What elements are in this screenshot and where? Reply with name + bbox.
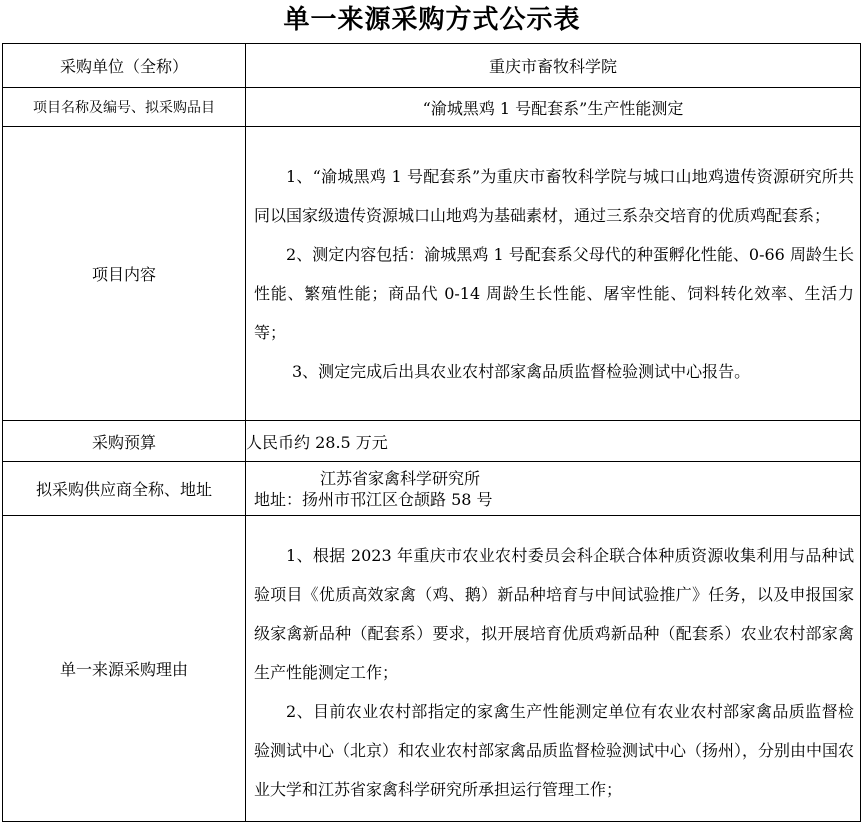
supplier-label: 拟采购供应商全称、地址	[3, 462, 246, 516]
reason-label: 单一来源采购理由	[3, 516, 246, 822]
purchasing-unit-label: 采购单位（全称）	[3, 44, 246, 88]
project-content-value	[246, 127, 861, 421]
purchasing-unit-value: 重庆市畜牧科学院	[246, 44, 861, 88]
supplier-address: 地址：扬州市邗江区仓颉路 58 号	[254, 489, 493, 509]
content-paragraph: 2、测定内容包括：渝城黑鸡 1 号配套系父母代的种蛋孵化性能、0-66 周龄生长性能、繁殖性能；商品代 0-14 周龄生长性能、屠宰性能、饲料转化效率、生活力等；	[254, 244, 854, 342]
row-budget	[3, 421, 861, 462]
reason-value	[246, 516, 861, 822]
row-reason	[3, 516, 861, 822]
budget-label: 采购预算	[3, 421, 246, 462]
row-project-name	[3, 88, 861, 127]
row-supplier	[3, 462, 861, 516]
row-project-content	[3, 127, 861, 421]
project-name-value: “渝城黑鸡 1 号配套系”生产性能测定	[246, 88, 861, 127]
supplier-value	[246, 462, 861, 516]
project-content-label: 项目内容	[3, 127, 246, 421]
reason-paragraph: 1、根据 2023 年重庆市农业农村委员会科企联合体种质资源收集利用与品种试验项目《优质高效家禽（鸡、鹅）新品种培育与中间试验推广》任务，以及申报国家级家禽新品种（配套系）要求，拟开展培育优质鸡新品种（配套系）农业农村部家禽生产性能测定工作；	[254, 545, 854, 682]
procurement-table	[2, 43, 861, 822]
row-purchasing-unit	[3, 44, 861, 88]
reason-paragraph: 2、目前农业农村部指定的家禽生产性能测定单位有农业农村部家禽品质监督检验测试中心（北京）和农业农村部家禽品质监督检验测试中心（扬州），分别由中国农业大学和江苏省家禽科学研究所承担运行管理工作；	[254, 701, 855, 799]
content-paragraph: 1、“渝城黑鸡 1 号配套系”为重庆市畜牧科学院与城口山地鸡遗传资源研究所共同以国家级遗传资源城口山地鸡为基础素材，通过三系杂交培育的优质鸡配套系；	[254, 166, 854, 225]
budget-value: 人民币约 28.5 万元	[246, 421, 861, 462]
project-name-label: 项目名称及编号、拟采购品目	[3, 88, 246, 127]
document-title: 单一来源采购方式公示表	[283, 5, 581, 35]
content-paragraph: 3、测定完成后出具农业农村部家禽品质监督检验测试中心报告。	[292, 361, 751, 381]
supplier-name: 江苏省家禽科学研究所	[320, 468, 481, 488]
